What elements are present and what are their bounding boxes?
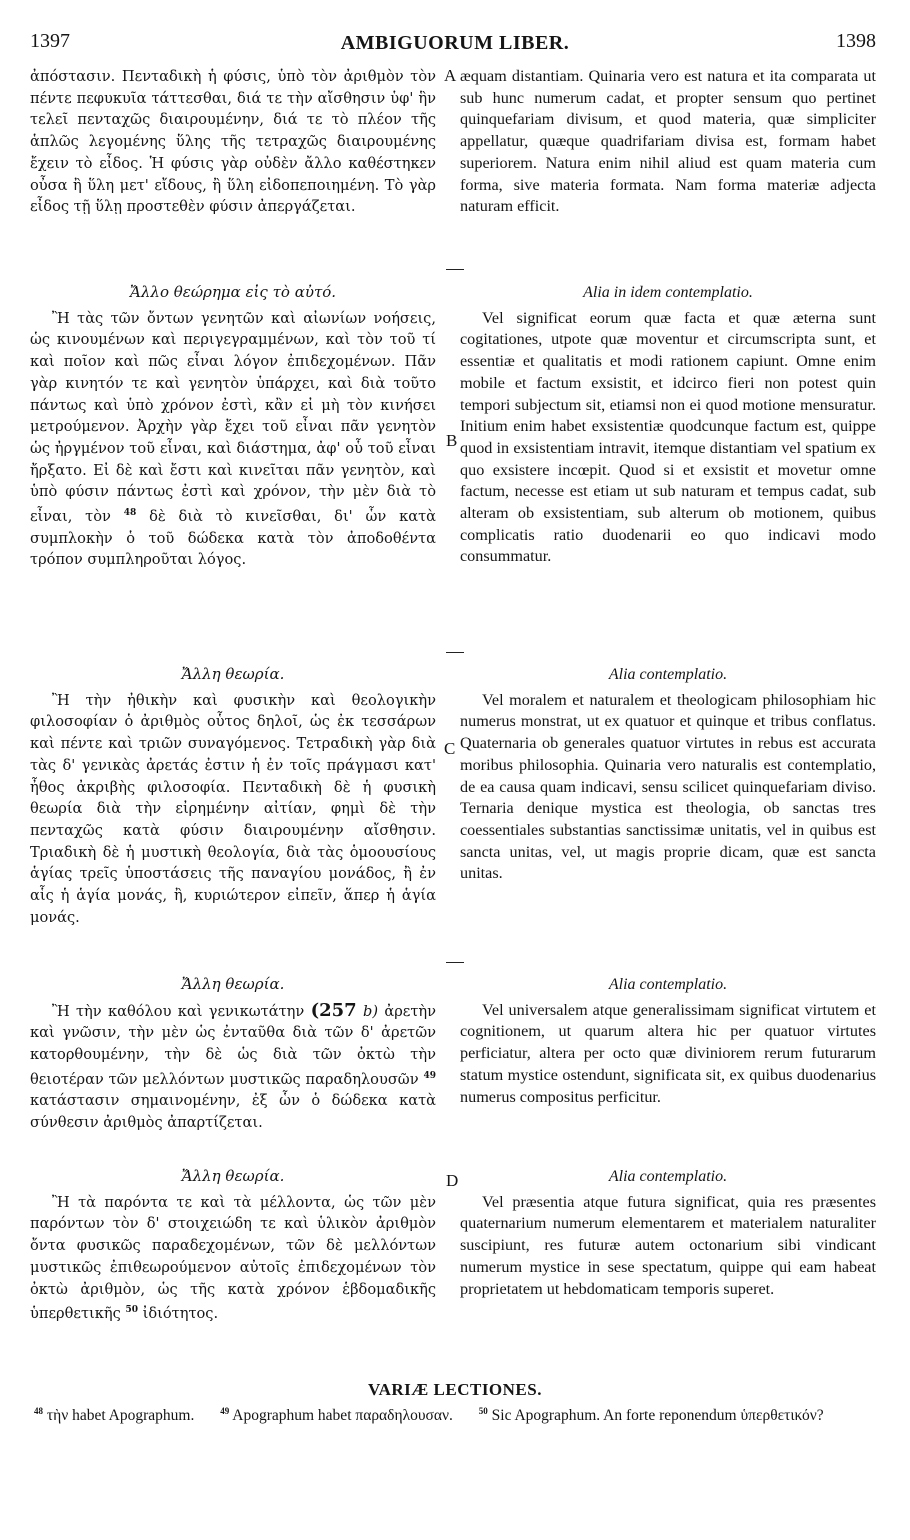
footnote-ref: 50 [125,1305,138,1316]
section-marker-a: A [444,66,457,85]
page-number-left: 1397 [30,30,70,52]
page-number-right: 1398 [836,30,876,52]
latin-section-5 [460,1166,876,1300]
section-heading: Ἄλλη θεωρία. [181,975,285,993]
greek-paragraph: ἀπόστασιν. Πενταδικὴ ἡ φύσις, ὑπὸ τὸν ἀριθμὸν τὸν πέντε πεφυκυῖα τάττεσθαι, διά τε τὴν αἴσθησιν ὑφ' ἣν τελεῖ πενταχῶς διαιρουμένην, διά τε τὸ πλέον τῆς ἁπλῶς λεγομένης ὕλης τῆς τετραχῶς διαιρουμένης ἔχειν τὸ εἶδος. Ἡ φύσις γὰρ οὐδὲν ἄλλο καθέστηκεν οὖσα ἢ ὕλη μετ' εἴδους, ἢ ὕλη εἰδοπεποιημένη. Τὸ γὰρ εἶδος τῇ ὕλῃ προστεθὲν φύσιν ἀπεργάζεται. [30,68,436,216]
greek-paragraph: Ἢ τὴν καθόλου καὶ γενικωτάτην (257 b) ἀρετὴν καὶ γνῶσιν, τὴν μὲν ὡς ἐνταῦθα διὰ τῶν δ' ἀρετῶν κατορθουμένην, τὴν δὲ ὡς διὰ τῶν ὀκτὼ τὴν θειοτέραν τῶν μελλόντων μυστικῶς παραδηλουσῶν $^{49}$ κατάστασιν σημαινομένην, ἐξ ὧν ὁ δώδεκα κατὰ σύνθεσιν ἀριθμὸς ἀπαρτίζεται. [30,999,437,1132]
separator-dash [446,269,464,270]
footnote-50: $^{50}$ Sic Apographum. An forte reponendum ὑπερθετικόν? [478,1406,824,1425]
section-marker-c: C [444,739,456,758]
latin-paragraph: æquam distantiam. Quinaria vero est natura et ita comparata ut sub hunc numerum cadat, et propter sensum quo pertinet quinquefariam divisum, et quod materia, quæ simpliciter appellatur, quæque quadrifariam divisa est, formam habet superiorem. Natura enim nihil aliud est quam materia cum forma, sive materia formata. Nam forma materiæ adjecta naturam efficit. [460,67,876,216]
running-title: AMBIGUORUM LIBER. [340,32,570,54]
section-heading: Ἄλλο θεώρημα εἰς τὸ αὐτό. [129,283,337,301]
footnote-ref: 49 [423,1070,437,1081]
section-marker-d: D [446,1171,459,1190]
section-heading: Alia contemplatio. [608,1168,728,1185]
latin-paragraph: Vel moralem et naturalem et theologicam philosophiam hic numerus monstrat, ut ex quatuor et quinque et tribus conflatus. Quaternaria ob generales quatuor virtutes in rebus est accurata moribus philosophia. Quinaria vero naturalis est contemplatio, de ea causa quam indicavi, sensu scilicet quinquefariam diviso. Ternaria denique mystica est theologia, ob sanctas tres coessentiales substantias sanctissimæ unitatis, vel in quibus est sancta unitas, vel, ut magis proprie dicam, quæ est sancta unitas. [460,690,876,883]
greek-section-3 [30,664,436,928]
greek-paragraph: Ἢ τὰ παρόντα τε καὶ τὰ μέλλοντα, ὡς τῶν μὲν παρόντων τὸν δ' στοιχειώδη τε καὶ ὑλικὸν ἀριθμὸν ὄντα φυσικῶς παραδεχομένων, τῶν δὲ μελλόντων μυστικῶς ἐπιθεωρούμενον αὐτοῖς ἐπιδεχομένων τὸν ὀκτὼ ἀριθμὸν, ὡς τῆς κατὰ χρόνον ἑβδομαδικῆς ὑπερθετικῆς $^{50}$ ἰδιότητος. [30,1193,436,1323]
greek-section-4 [30,974,436,1134]
separator-dash [446,962,464,963]
section-heading: Alia contemplatio. [608,666,728,683]
greek-paragraph: Ἢ τὴν ἠθικὴν καὶ φυσικὴν καὶ θεολογικὴν φιλοσοφίαν ὁ ἀριθμὸς οὗτος δηλοῖ, ὡς ἐκ τεσσάρων καὶ πέντε καὶ τριῶν συναγόμενος. Τετραδικὴ γὰρ διὰ τὰς δ' γενικὰς ἀρετάς ἐστιν ἡ ἐν τοῖς πράγμασι κατ' ἦθος ἀκριβὴς φιλοσοφία. Πενταδικὴ δὲ ἡ φυσικὴ θεωρία διὰ τὴν εἰρημένην αἰτίαν, φημὶ δὲ τὴν πενταχῶς κατὰ φύσιν διαιρουμένην αἴσθησιν. Τριαδικὴ δὲ ἡ μυστικὴ θεολογία, διὰ τὰς ὁμοουσίους ἁγίας τρεῖς ὑποστάσεις τῆς παναγίου μονάδος, ἢ ἐν αἷς ἡ ἁγία μονάς, ἢ, κυριώτερον εἰπεῖν, ἅπερ ἡ ἁγία μονάς. [30,691,436,926]
section-heading: Ἄλλη θεωρία. [181,1167,285,1185]
latin-paragraph: Vel significat eorum quæ facta et quæ æterna sunt cogitationes, utpote quæ moventur et circumscripta sunt, et essentiæ et qualitatis et modi rationem capiunt. Omne enim mobile et factum exsistit, et idcirco fieri non potest quin tempori subjectum sit, etiamsi non ei quod motione mensuratur. Initium enim habet exsistentiæ quodcunque factum est, quippe quod in exsistentiam intravit, itemque distantiam vel spatium ex quo exsistere incœpit. Quod si et exsistit et movetur omne factum, necesse est etiam ut sub naturam et tempus cadat, sub alteram ob exsistentiam, sub alterum ob motionem, quibus complicatis ratio duodenarii eo quo indicavi modo consummatur. [460,308,876,566]
variae-lectiones-notes [34,1402,876,1425]
column-reference: (257 [310,999,357,1021]
latin-paragraph: Vel universalem atque generalissimam significat virtutem et cognitionem, ut quarum altera hic per quatuor virtutes perficiatur, altera per octo quæ diviniorem rerum futurarum statum mystice ostendunt, significata sit, ex quibus duodenarius numerus compositus perficitur. [460,1000,876,1106]
latin-section-1 [460,66,876,218]
section-heading: Alia in idem contemplatio. [583,284,753,301]
section-heading: Ἄλλη θεωρία. [181,665,285,683]
variae-lectiones-heading: VARIÆ LECTIONES. [368,1380,542,1399]
latin-section-2 [460,282,876,568]
separator-dash [446,652,464,653]
greek-section-1 [30,66,436,218]
latin-section-4 [460,974,876,1108]
section-heading: Alia contemplatio. [608,976,728,993]
section-marker-b: B [446,431,458,450]
latin-paragraph: Vel præsentia atque futura significat, quia res præsentes quaternarium numerum elementarem et materialem naturaliter suscipiunt, res futuræ autem octonarium sibi vindicant numerum mystice in sese spectatum, quippe qui eam habeat proprietatem ut hebdomaticam temporis superet. [460,1192,876,1298]
footnote-ref: 48 [123,508,137,519]
footnote-49: $^{49}$ Apographum habet παραδηλουσαν. [220,1406,453,1425]
greek-section-2 [30,282,436,571]
latin-section-3 [460,664,876,885]
greek-paragraph: Ἢ τὰς τῶν ὄντων γενητῶν καὶ αἰωνίων νοήσεις, ὡς κινουμένων καὶ περιγεγραμμένων, καὶ τὸν τοῦ τί καὶ ποῖον καὶ πῶς εἶναι λόγον ἐπιδεχομένων. Πᾶν γὰρ κινητόν τε καὶ γενητὸν ὑπάρχει, καὶ διὰ τοῦτο πάντως καὶ ὑπὸ χρόνον ἐστὶ, κἂν εἰ μὴ τὸν κινήσει μετρούμενον. Ἀρχὴν γὰρ ἔχει τοῦ εἶναι πᾶν γενητὸν ὡς ἠργμένον τοῦ εἶναι, καὶ διάστημα, ἀφ' οὗ τοῦ εἶναι ἤρξατο. Εἰ δὲ καὶ ἔστι καὶ κινεῖται πᾶν γενητὸν, καὶ ὑπὸ φύσιν πάντως ἐστὶ καὶ χρόνον, τὴν μὲν διὰ τὸ εἶναι, τὸν $^{48}$ δὲ διὰ τὸ κινεῖσθαι, δι' ὧν κατὰ συμπλοκὴν ὁ τοῦ δώδεκα κατὰ τὸν ἀποδοθέντα τρόπον συμπληροῦται λόγος. [30,309,437,569]
footnote-48: $^{48}$ τὴν habet Apographum. [34,1406,195,1425]
greek-section-5 [30,1166,436,1325]
